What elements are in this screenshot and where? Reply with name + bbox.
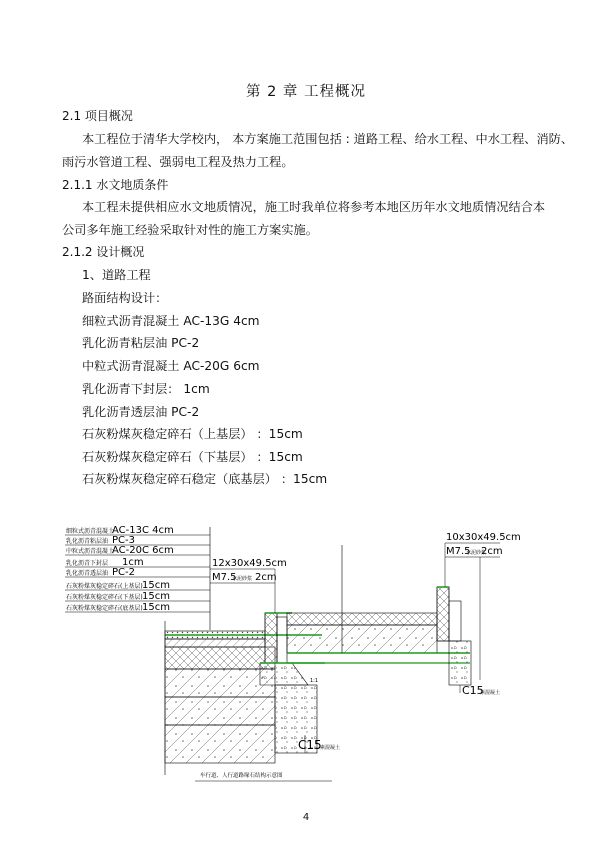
layer-line: 石灰粉煤灰稳定碎石稳定（底基层） ：15cm: [82, 472, 328, 486]
curb-right-size: 10x30x49.5cm: [446, 532, 521, 543]
label-value-2: AC-20C 6cm: [112, 545, 174, 556]
label-value-0: AC-13C 4cm: [112, 525, 174, 536]
label-name-5: 石灰粉煤灰稳定碎石(上基层): [66, 583, 143, 590]
label-name-2: 中粒式沥青混凝土: [66, 548, 115, 555]
section-2-1-para-line1: 本工程位于清华大学校内， 本方案施工范围包括 : 道路工程、给水工程、中水工程、消防、: [82, 132, 574, 146]
label-name-3: 乳化沥青下封层: [66, 560, 109, 567]
slope-label: 1:1: [310, 678, 319, 684]
curb-right-mortar-note: 水泥砂浆: [466, 550, 487, 556]
section-2-1-1-para-line1: 本工程未提供相应水文地质情况，施工时我单位将参考本地区历年水文地质情况结合本: [82, 200, 546, 214]
section-2-1-heading: 2.1 项目概况: [62, 109, 133, 123]
section-2-1-2-heading: 2.1.2 设计概况: [62, 245, 145, 259]
layer-line: 乳化沥青下封层： 1cm: [82, 382, 210, 396]
curb-left-size: 12x30x49.5cm: [212, 558, 287, 569]
layer-line: 石灰粉煤灰稳定碎石（上基层） ：15cm: [82, 427, 303, 441]
curb-right-mortar-thk: 2cm: [481, 546, 503, 557]
label-name-6: 石灰粉煤灰稳定碎石(下基层): [66, 594, 143, 601]
label-value-4: PC-2: [112, 567, 135, 578]
label-value-5: 15cm: [142, 580, 170, 591]
curb-left-mortar: M7.5: [212, 572, 237, 583]
curb-left-mortar-thk: 2cm: [255, 572, 277, 583]
concrete-bottom-note: 素混凝土: [320, 745, 341, 751]
drawing-caption: 车行道、人行道路缘石结构示意图: [200, 773, 283, 779]
label-name-7: 石灰粉煤灰稳定碎石(底基层): [66, 605, 143, 612]
curb-right-mortar: M7.5: [446, 546, 471, 557]
label-name-1: 乳化沥青粘层油: [66, 538, 109, 545]
label-name-0: 细粒式沥青混凝土: [66, 528, 115, 535]
label-value-6: 15cm: [142, 591, 170, 602]
label-value-7: 15cm: [142, 602, 170, 613]
section-2-1-para-line2: 雨污水管道工程、强弱电工程及热力工程。: [62, 155, 294, 169]
structure-label: 路面结构设计：: [82, 291, 168, 305]
curb-left-mortar-note: 水泥砂浆: [232, 576, 253, 582]
right-curb: [437, 587, 471, 685]
label-value-3: 1cm: [122, 557, 144, 568]
label-name-4: 乳化沥青透层油: [66, 570, 109, 577]
concrete-right: C15: [462, 684, 484, 697]
label-value-1: PC-3: [112, 535, 135, 546]
chapter-title: 第 2 章 工程概况: [245, 84, 367, 100]
layer-line: 中粒式沥青混凝土 AC-20G 6cm: [82, 359, 260, 373]
section-2-1-1-para-line2: 公司多年施工经验采取针对性的施工方案实施。: [62, 223, 318, 237]
section-2-1-1-heading: 2.1.1 水文地质条件: [62, 178, 169, 192]
page-number: 4: [302, 812, 310, 823]
layer-line: 细粒式沥青混凝土 AC-13G 4cm: [82, 314, 260, 328]
layer-labels: [65, 525, 210, 630]
road-item-title: 1、道路工程: [82, 268, 151, 282]
layer-line: 石灰粉煤灰稳定碎石（下基层） ：15cm: [82, 450, 303, 464]
layer-line: 乳化沥青粘层油 PC-2: [82, 336, 200, 350]
concrete-bottom: C15: [298, 738, 322, 752]
layer-line: 乳化沥青透层油 PC-2: [82, 405, 200, 419]
pavement-section-drawing: [60, 505, 521, 785]
concrete-right-note: 素混凝土: [480, 690, 501, 696]
